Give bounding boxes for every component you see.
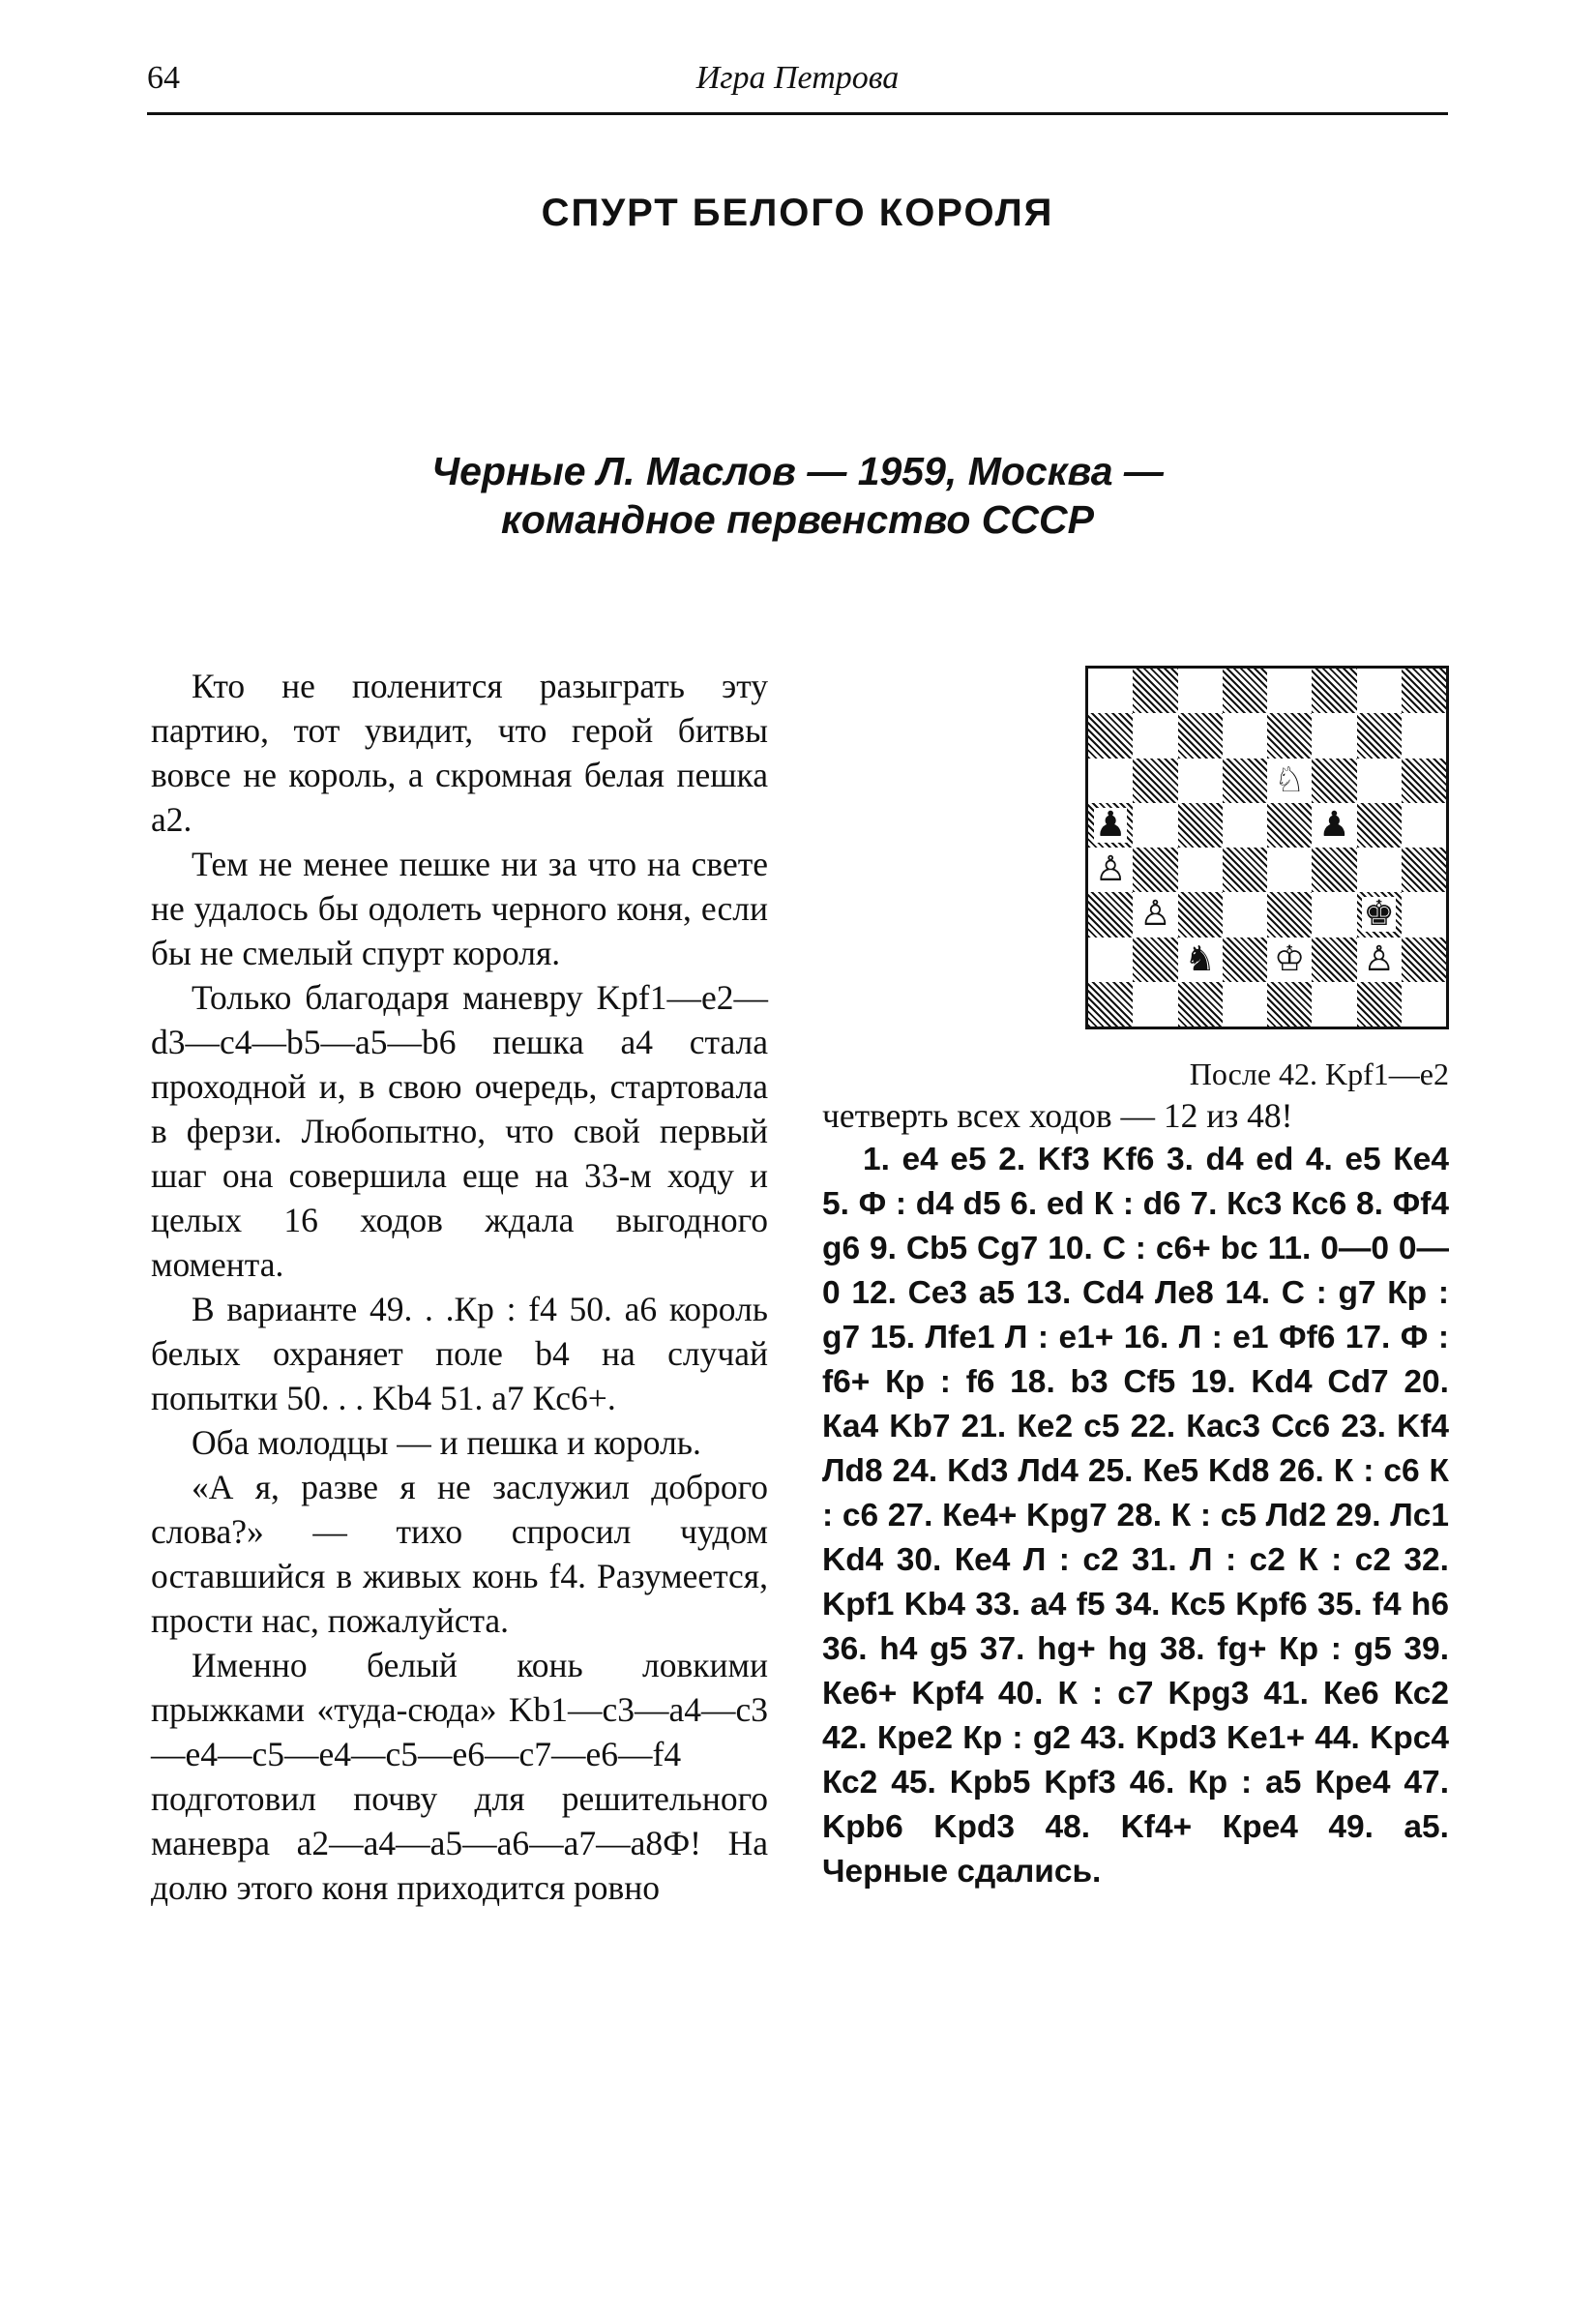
chess-board-grid: [1088, 669, 1446, 1027]
square-d7: [1223, 713, 1267, 758]
square-e3: [1267, 892, 1312, 937]
square-e7: [1267, 713, 1312, 758]
page-header: [147, 60, 1448, 108]
square-d8: [1223, 669, 1267, 713]
chapter-title: СПУРТ БЕЛОГО КОРОЛЯ: [541, 192, 1054, 234]
game-subtitle-line-2: командное первенство СССР: [501, 497, 1094, 542]
square-e8: [1267, 669, 1312, 713]
square-a1: [1088, 982, 1133, 1027]
square-b6: [1133, 759, 1177, 803]
square-a5: [1088, 803, 1133, 848]
game-result: Черные сдались.: [822, 1854, 1102, 1890]
square-h1: [1402, 982, 1446, 1027]
header-rule: [147, 112, 1448, 115]
square-c2: [1178, 938, 1223, 982]
square-d4: [1223, 848, 1267, 892]
square-d6: [1223, 759, 1267, 803]
paragraph-4: В варианте 49. . .Кр : f4 50. а6 король белых охраняет поле b4 на случай попытки 50. . . Kb4 51. а7 Кc6+.: [151, 1290, 768, 1417]
paragraph-1: Кто не поленится разыграть эту партию, тот увидит, что герой битвы вовсе не король, а скромная белая пешка а2.: [151, 667, 768, 839]
square-e5: [1267, 803, 1312, 848]
black-knight-c2-icon: ♞: [1184, 938, 1216, 979]
square-d2: [1223, 938, 1267, 982]
square-g7: [1357, 713, 1402, 758]
square-g4: [1357, 848, 1402, 892]
square-f6: [1312, 759, 1356, 803]
square-c5: [1178, 803, 1223, 848]
square-c7: [1178, 713, 1223, 758]
square-f3: [1312, 892, 1356, 937]
square-b8: [1133, 669, 1177, 713]
square-a8: [1088, 669, 1133, 713]
square-g3: [1357, 892, 1402, 937]
square-d5: [1223, 803, 1267, 848]
square-h4: [1402, 848, 1446, 892]
square-g6: [1357, 759, 1402, 803]
square-c3: [1178, 892, 1223, 937]
move-list: 1. е4 е5 2. Kf3 Kf6 3. d4 ed 4. е5 Ке4 5. Ф : d4 d5 6. ed К : d6 7. Кс3 Кс6 8. Фf4 g6 9. Cb5 Cg7 10. С : с6+ bc 11. 0—0 0—0 12. Се3 а5 13. Cd4 Ле8 14. С : g7 Кр : g7 15. Лfe1 Л : е1+ 16. Л : е1 Фf6 17. Ф : f6+ Кр : f6 18. b3 Cf5 19. Kd4 Cd7 20. Ка4 Kb7 21. Ке2 с5 22. Кас3 Сс6 23. Kf4 Лd8 24. Kd3 Лd4 25. Ке5 Kd8 26. К : с6 К : с6 27. Ке4+ Kpg7 28. К : с5 Лd2 29. Лс1 Kd4 30. Ке4 Л : с2 31. Л : с2 К : с2 32. Kpf1 Kb4 33. а4 f5 34. Кс5 Kpf6 35. f4 h6 36. h4 g5 37. hg+ hg 38. fg+ Кр : g5 39. Ке6+ Kpf4 40. К : с7 Kpg3 41. Ке6 Кс2 42. Кре2 Кр : g2 43. Kpd3 Ke1+ 44. Kpc4 Кс2 45. Kpb5 Kpf3 46. Кр : а5 Кре4 47. Kpb6 Kpd3 48. Kf4+ Кре4 49. а5.: [822, 1142, 1449, 1845]
square-c1: [1178, 982, 1223, 1027]
square-a4: [1088, 848, 1133, 892]
square-f7: [1312, 713, 1356, 758]
white-pawn-b3-icon: ♙: [1139, 894, 1171, 935]
square-f5: [1312, 803, 1356, 848]
square-e1: [1267, 982, 1312, 1027]
square-h3: [1402, 892, 1446, 937]
square-h2: [1402, 938, 1446, 982]
black-pawn-a5-icon: ♟: [1094, 804, 1127, 845]
square-c8: [1178, 669, 1223, 713]
square-f1: [1312, 982, 1356, 1027]
square-d3: [1223, 892, 1267, 937]
game-subtitle-line-1: Черные Л. Маслов — 1959, Москва —: [431, 449, 1164, 493]
square-g5: [1357, 803, 1402, 848]
paragraph-7: Именно белый конь ловкими прыжками «туда-сюда» Kb1—c3—a4—c3—e4—c5—e4—c5—e6—c7—e6—f4 подготовил почву для решительного маневра а2—а4—а5—а6—а7—а8Ф! На долю этого коня приходится ровно: [151, 1646, 768, 1907]
page-number: 64: [147, 60, 180, 96]
square-b5: [1133, 803, 1177, 848]
square-b2: [1133, 938, 1177, 982]
paragraph-6: «А я, разве я не заслужил доброго слова?» — тихо спросил чудом оставшийся в живых конь f4. Разумеется, прости нас, пожалуйста.: [151, 1468, 768, 1640]
paragraph-3: Только благодаря маневру Kpf1—e2—d3—c4—b5—a5—b6 пешка а4 стала проходной и, в свою очередь, стартовала в ферзи. Любопытно, что свой первый шаг она совершила еще на 33-м ходу и целых 16 ходов ждала выгодного момента.: [151, 978, 768, 1284]
square-c6: [1178, 759, 1223, 803]
square-b4: [1133, 848, 1177, 892]
game-moves: [822, 1138, 1449, 1894]
square-g2: [1357, 938, 1402, 982]
square-f2: [1312, 938, 1356, 982]
square-a2: [1088, 938, 1133, 982]
white-king-e2-icon: ♔: [1273, 938, 1306, 979]
black-king-g3-icon: ♚: [1363, 894, 1395, 935]
left-column-text: [151, 664, 768, 1910]
paragraph-5: Оба молодцы — и пешка и король.: [192, 1423, 701, 1462]
paragraph-2: Тем не менее пешке ни за что на свете не удалось бы одолеть черного коня, если бы не смелый спурт короля.: [151, 845, 768, 972]
square-f4: [1312, 848, 1356, 892]
square-a3: [1088, 892, 1133, 937]
continuation-text: четверть всех ходов — 12 из 48!: [822, 1096, 1293, 1135]
running-title: Игра Петрова: [695, 60, 900, 96]
white-pawn-a4-icon: ♙: [1094, 849, 1127, 890]
chess-diagram: [1085, 666, 1449, 1029]
right-column-text: [822, 1093, 1449, 1894]
square-b3: [1133, 892, 1177, 937]
square-e6: [1267, 759, 1312, 803]
square-g1: [1357, 982, 1402, 1027]
square-g8: [1357, 669, 1402, 713]
square-h6: [1402, 759, 1446, 803]
square-h7: [1402, 713, 1446, 758]
square-e4: [1267, 848, 1312, 892]
square-d1: [1223, 982, 1267, 1027]
square-a6: [1088, 759, 1133, 803]
game-subtitle: [147, 447, 1448, 544]
white-pawn-g2-icon: ♙: [1363, 938, 1395, 979]
square-c4: [1178, 848, 1223, 892]
square-f8: [1312, 669, 1356, 713]
square-a7: [1088, 713, 1133, 758]
white-knight-e6-icon: ♘: [1273, 759, 1306, 800]
diagram-caption: После 42. Kpf1—e2: [1189, 1057, 1449, 1091]
square-b1: [1133, 982, 1177, 1027]
square-b7: [1133, 713, 1177, 758]
black-pawn-f5-icon: ♟: [1318, 804, 1350, 845]
square-h8: [1402, 669, 1446, 713]
square-h5: [1402, 803, 1446, 848]
square-e2: [1267, 938, 1312, 982]
